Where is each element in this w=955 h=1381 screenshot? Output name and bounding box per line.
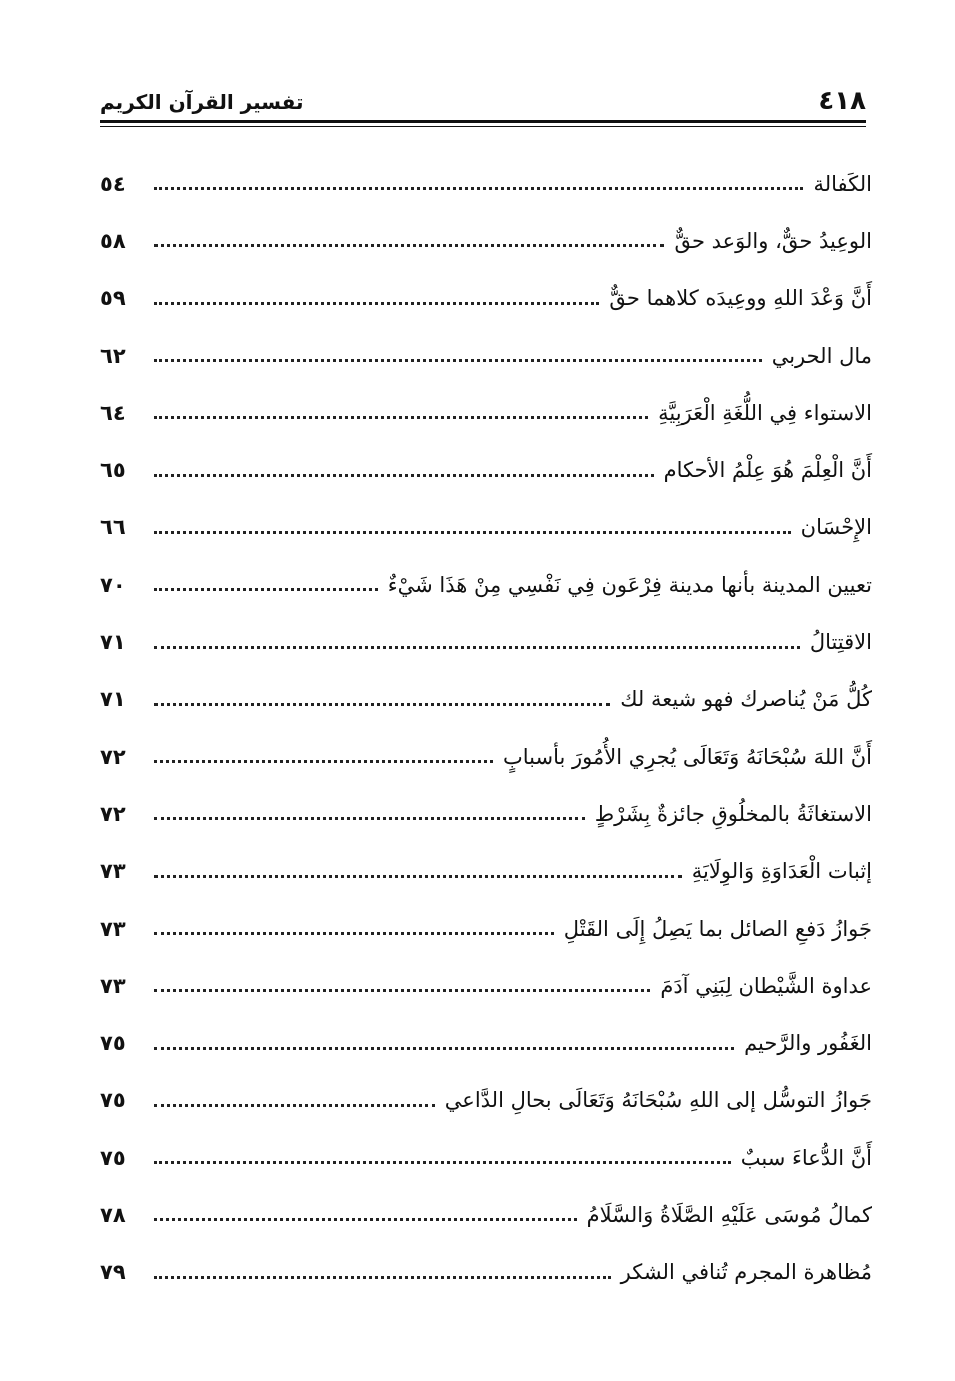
toc-entry-page: ٧٢ (100, 801, 126, 826)
toc-entry-page: ٧٥ (100, 1031, 126, 1056)
dot-leader (154, 1161, 731, 1164)
toc-entry-title: كمالُ مُوسَى عَلَيْهِ الصَّلَاةُ وَالسَّلَامُ (586, 1202, 872, 1227)
toc-entry-page: ٦٥ (100, 458, 126, 483)
toc-entry (100, 1072, 872, 1129)
dot-leader (154, 1218, 577, 1221)
toc-entry (100, 1129, 872, 1186)
book-title: تفسير القرآن الكريم (100, 90, 304, 114)
dot-leader (154, 588, 378, 591)
toc-entry (100, 957, 872, 1014)
toc-entry-title: الاقتِتالُ (809, 630, 872, 655)
toc-entry-page: ٧١ (100, 630, 126, 655)
toc-entry-page: ٧٣ (100, 859, 126, 884)
toc-entry-title: جَوازُ دَفعِ الصائل بما يَصِلُ إِلَى القَتْلِ (563, 916, 872, 941)
toc-entry (100, 556, 872, 613)
toc-entry-title: أَنَّ الْعِلْمَ هُوَ عِلْمُ الأحكام (663, 458, 872, 483)
toc-entry (100, 843, 872, 900)
dot-leader (154, 989, 650, 992)
toc-entry-title: الوعِيدُ حقٌّ، والوَعد حقٌّ (674, 228, 872, 253)
toc-entry-title: الكَفالة (813, 171, 872, 196)
toc-entry (100, 270, 872, 327)
toc-entry (100, 499, 872, 556)
dot-leader (154, 646, 800, 649)
toc-entry-page: ٧٢ (100, 744, 126, 769)
dot-leader (154, 875, 682, 878)
toc-entry-title: تعيين المدينة بأنها مدينة فِرْعَون فِي نَفْسِي مِنْ هَذَا شَيْءٌ (387, 572, 872, 597)
dot-leader (154, 703, 610, 706)
toc-entry-title: مُظاهرة المجرم تُنافي الشكر (620, 1260, 872, 1285)
toc-entry-title: كُلُّ مَنْ يُناصرك فهو شيعة لك (620, 687, 872, 712)
toc-entry-page: ٦٢ (100, 343, 126, 368)
header-rule (100, 126, 866, 127)
toc-entry (100, 155, 872, 212)
dot-leader (154, 302, 599, 305)
toc-entry (100, 212, 872, 269)
dot-leader (154, 359, 762, 362)
toc-entry (100, 1014, 872, 1071)
running-header (100, 78, 866, 123)
toc-entry-title: مال الحربي (771, 343, 872, 368)
toc-entry (100, 441, 872, 498)
toc-entry-page: ٧٨ (100, 1202, 126, 1227)
toc-entry-title: الاستواء فِي اللُّغَةِ الْعَرَبِيَّةِ (658, 400, 872, 425)
toc-entry-title: الاستغاثَةُ بالمخلُوقِ جائزةٌ بِشَرْطٍ (594, 801, 872, 826)
table-of-contents (100, 155, 872, 1301)
toc-entry-page: ٧٣ (100, 973, 126, 998)
toc-entry-title: الإِحْسَان (800, 515, 872, 540)
toc-entry-page: ٥٤ (100, 171, 126, 196)
toc-entry-page: ٧٩ (100, 1260, 126, 1285)
dot-leader (154, 187, 803, 190)
toc-entry-page: ٦٦ (100, 515, 126, 540)
dot-leader (154, 1104, 435, 1107)
toc-entry-title: أَنَّ الدُّعاءَ سببٌ (740, 1145, 872, 1170)
toc-entry-page: ٧٣ (100, 916, 126, 941)
toc-entry-page: ٦٤ (100, 400, 126, 425)
toc-entry (100, 728, 872, 785)
toc-entry-page: ٧٥ (100, 1088, 126, 1113)
toc-entry-title: إثبات الْعَدَاوَةِ وَالوِلَايَةِ (691, 859, 872, 884)
page-number: ٤١٨ (818, 86, 866, 116)
toc-entry (100, 1244, 872, 1301)
toc-entry-title: عداوة الشَّيْطان لِبَنِي آدَمَ (660, 973, 872, 998)
toc-entry-page: ٧٥ (100, 1145, 126, 1170)
toc-entry (100, 785, 872, 842)
toc-entry (100, 1186, 872, 1243)
dot-leader (154, 416, 648, 419)
dot-leader (154, 474, 654, 477)
toc-entry-page: ٧١ (100, 687, 126, 712)
dot-leader (154, 1276, 611, 1279)
toc-entry (100, 900, 872, 957)
dot-leader (154, 1047, 734, 1050)
toc-entry-title: أَنَّ اللهَ سُبْحَانَهُ وَتَعَالَى يُجرِي الأُمُورَ بأسبابٍ (503, 744, 872, 769)
dot-leader (154, 244, 664, 247)
toc-entry (100, 384, 872, 441)
dot-leader (154, 932, 554, 935)
toc-entry-page: ٥٨ (100, 228, 126, 253)
toc-entry-page: ٥٩ (100, 286, 126, 311)
toc-entry-title: جَوازُ التوسُّل إلى اللهِ سُبْحَانَهُ وَتَعَالَى بحالِ الدَّاعي (444, 1088, 872, 1113)
dot-leader (154, 531, 791, 534)
toc-entry (100, 327, 872, 384)
toc-entry-title: أَنَّ وَعْدَ اللهِ ووعِيدَه كلاهما حقٌّ (609, 286, 872, 311)
toc-entry (100, 671, 872, 728)
dot-leader (154, 760, 493, 763)
toc-entry-title: الغَفُور والرَّحيم (744, 1031, 872, 1056)
toc-entry (100, 613, 872, 670)
dot-leader (154, 817, 585, 820)
toc-entry-page: ٧٠ (100, 572, 126, 597)
